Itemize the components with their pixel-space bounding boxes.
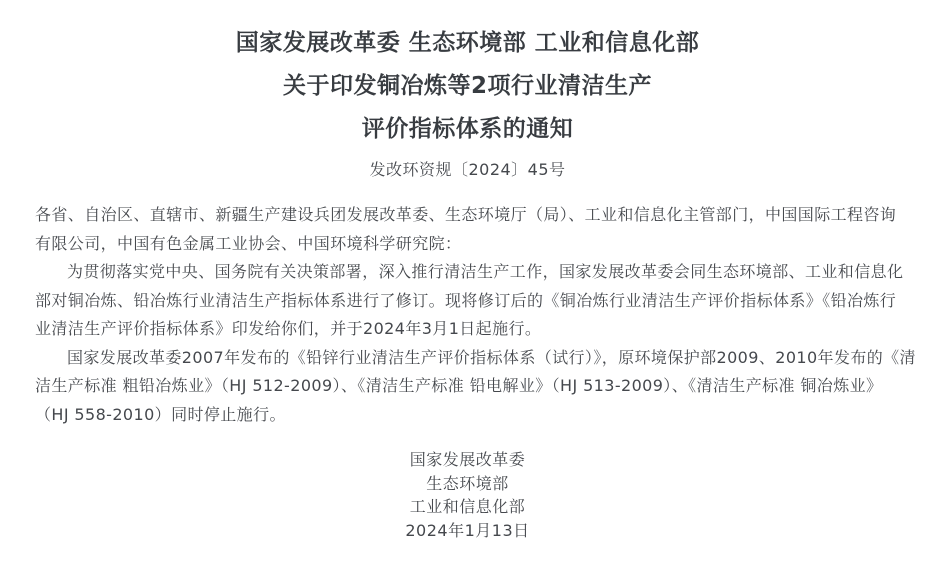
paragraph-line: （HJ 558-2010）同时停止施行。 <box>35 404 286 424</box>
signature-agency-1: 国家发展改革委 <box>409 450 526 469</box>
title-line-3: 评价指标体系的通知 <box>361 116 574 142</box>
paragraph-repeal-notice <box>35 344 916 430</box>
paragraph-line: 国家发展改革委2007年发布的《铅锌行业清洁生产评价指标体系（试行）》，原环境保护部2009、2010年发布的《清 <box>67 347 916 367</box>
paragraph-revision-notice <box>35 258 904 344</box>
notice-body <box>35 201 916 429</box>
paragraph-line: 有限公司，中国有色金属工业协会、中国环境科学研究院： <box>35 233 462 253</box>
signature-agency-3: 工业和信息化部 <box>409 497 526 516</box>
paragraph-line: 为贯彻落实党中央、国务院有关决策部署，深入推行清洁生产工作，国家发展改革委会同生态环境部、工业和信息化 <box>67 262 904 281</box>
document-number: 发改环资规〔2024〕45号 <box>369 160 566 179</box>
paragraph-recipients <box>35 201 900 258</box>
paragraph-line: 业清洁生产评价指标体系》印发给你们，并于2024年3月1日起施行。 <box>35 319 542 338</box>
paragraph-line: 洁生产标准 粗铅冶炼业》（HJ 512-2009）、《清洁生产标准 铅电解业》（HJ 513-2009）、《清洁生产标准 铜冶炼业》 <box>35 376 883 395</box>
signature-agency-2: 生态环境部 <box>426 473 509 493</box>
paragraph-line: 各省、自治区、直辖市、新疆生产建设兵团发展改革委、生态环境厅（局）、工业和信息化主管部门，中国国际工程咨询 <box>35 205 897 224</box>
title-line-1: 国家发展改革委 生态环境部 工业和信息化部 <box>235 30 700 56</box>
paragraph-line: 部对铜冶炼、铅冶炼行业清洁生产指标体系进行了修订。现将修订后的《铜冶炼行业清洁生产评价指标体系》《铅冶炼行 <box>35 290 897 310</box>
title-line-2: 关于印发铜冶炼等2项行业清洁生产 <box>282 73 652 99</box>
signature-block <box>35 448 900 542</box>
notice-title <box>35 22 900 151</box>
signature-date: 2024年1月13日 <box>405 520 530 540</box>
